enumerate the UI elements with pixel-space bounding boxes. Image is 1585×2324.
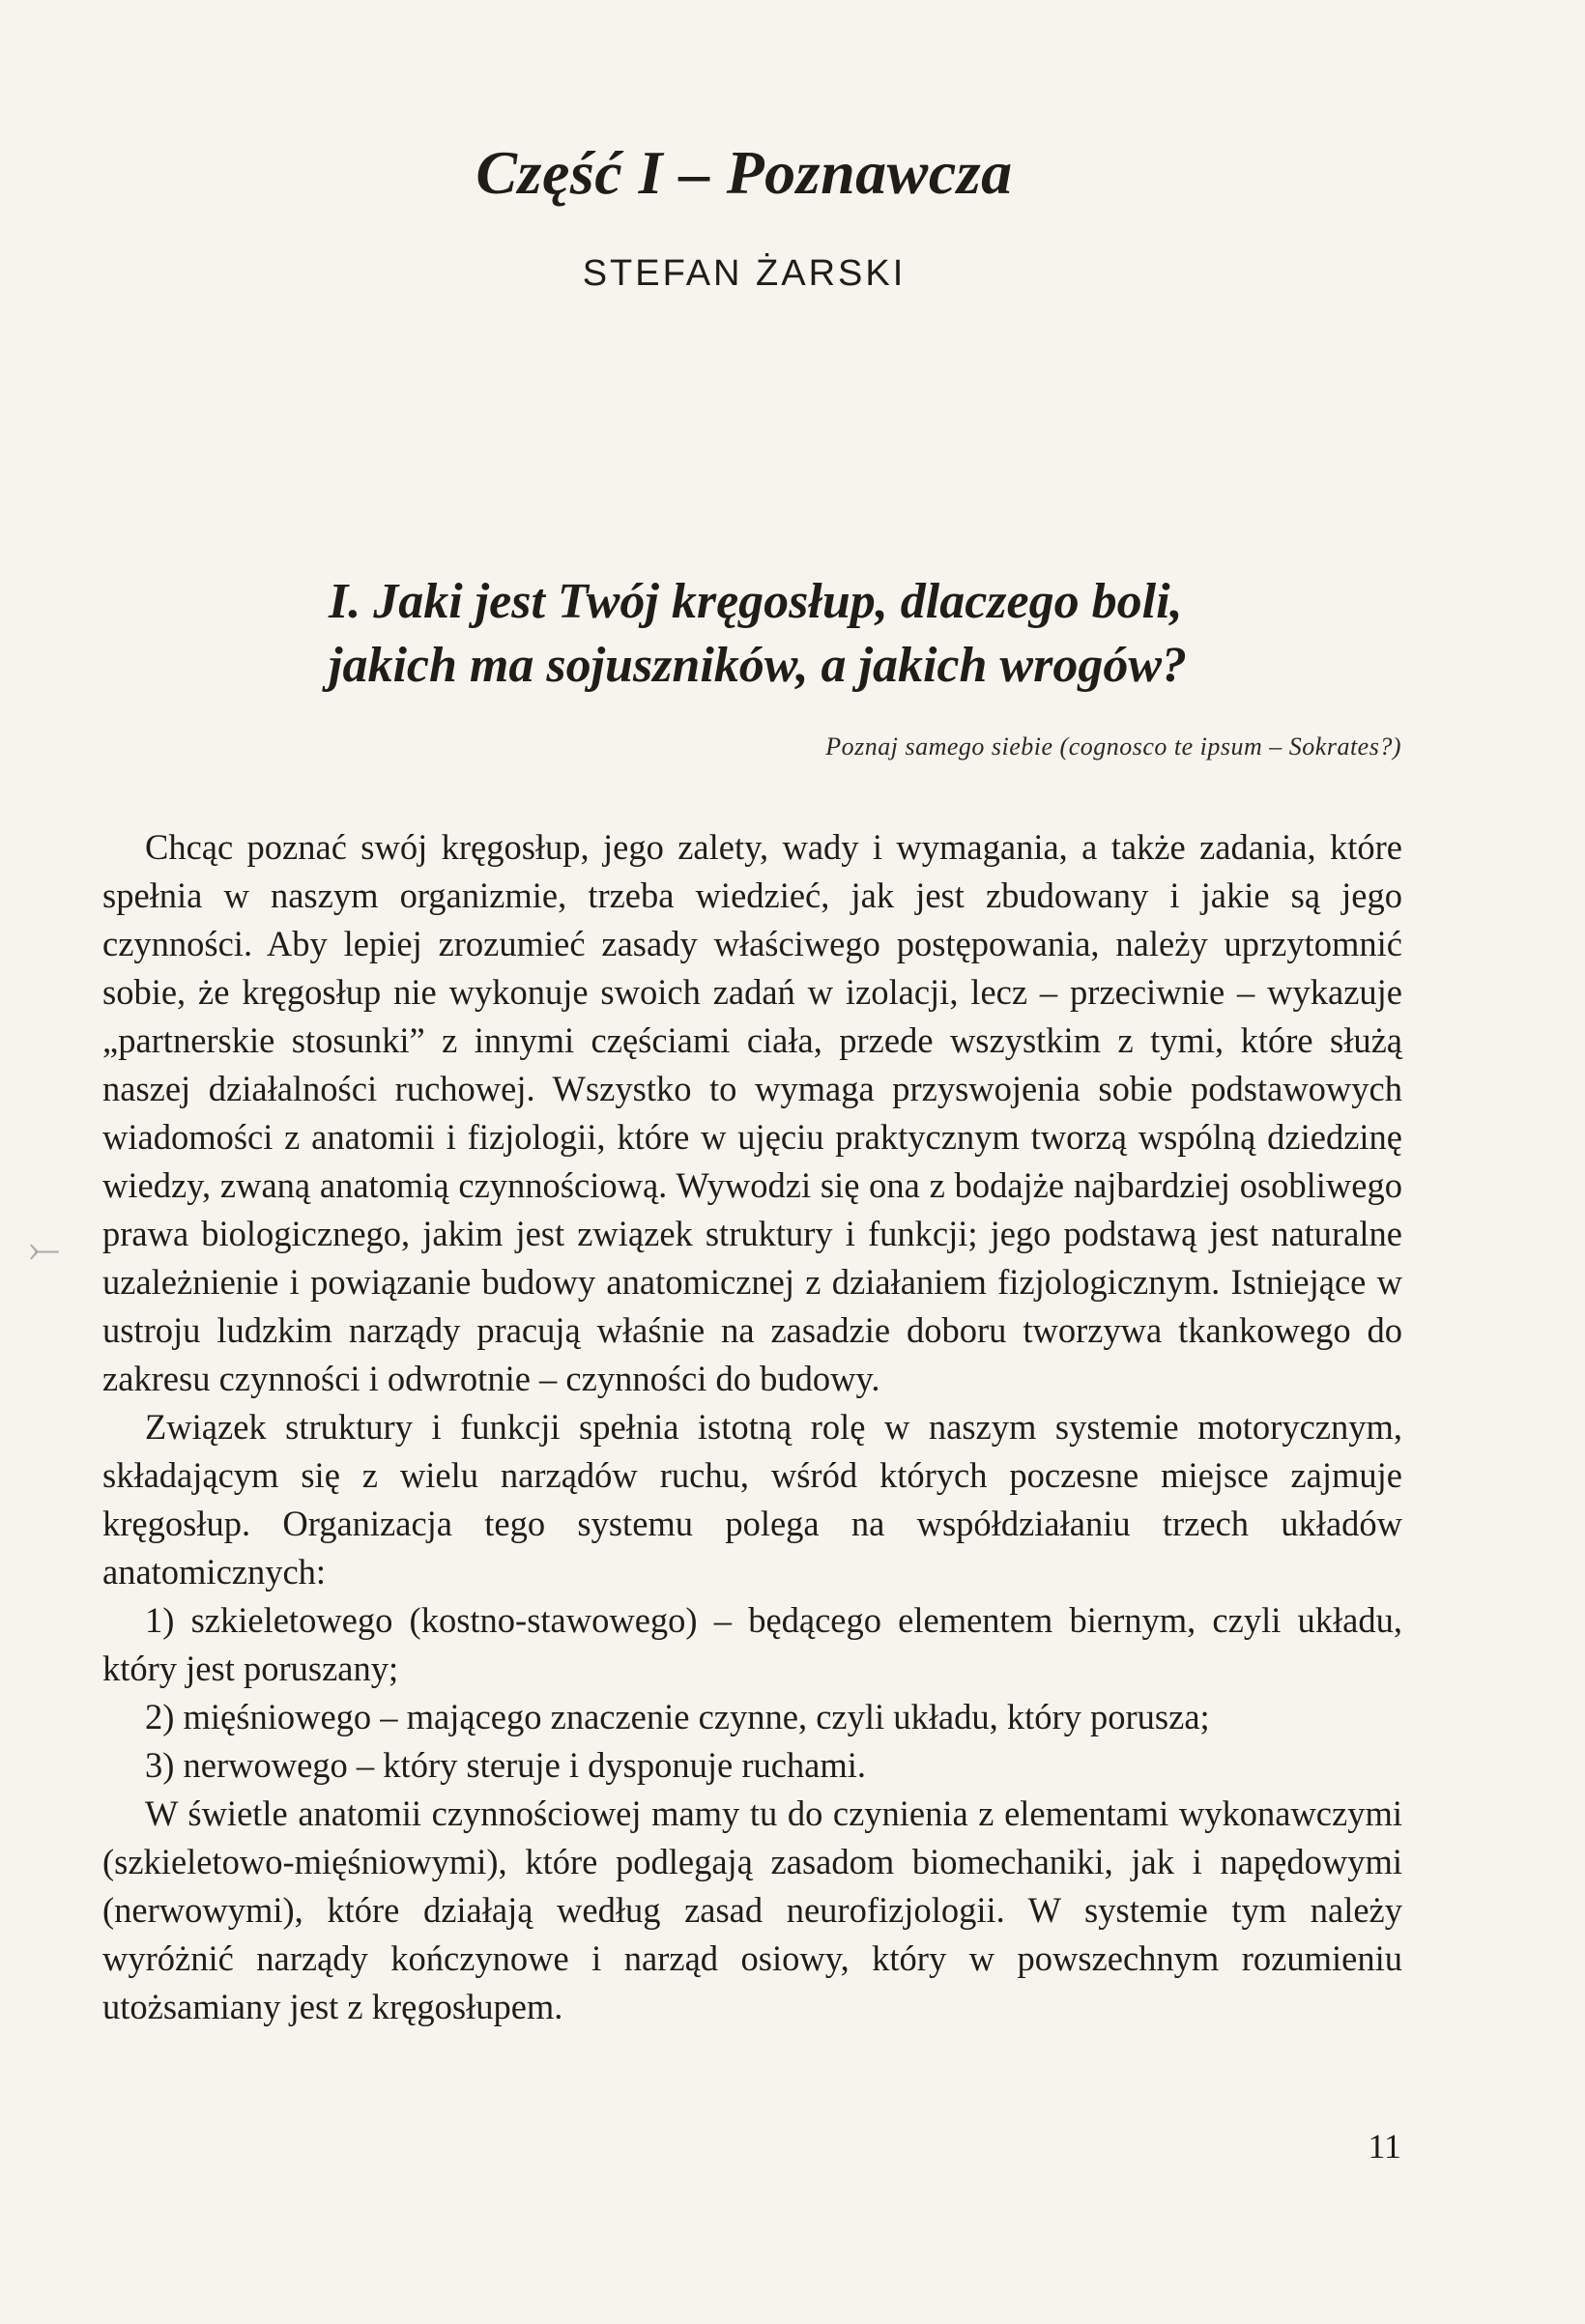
list-item-1: 1) szkieletowego (kostno-stawowego) – będącego elementem biernym, czyli układu, który jest poruszany; [102, 1600, 1402, 1688]
paragraph-3: W świetle anatomii czynnościowej mamy tu do czynienia z elementami wykonawczymi (szkieletowo-mięśniowymi), które podlegają zasadom biomechaniki, jak i napędowymi (nerwowymi), które działają według zasad neurofizjologii. W systemie tym należy wyróżnić narządy kończynowe i narząd osiowy, który w powszechnym rozumieniu utożsamiany jest z kręgosłupem. [102, 1793, 1402, 2026]
paragraph-2: Związek struktury i funkcji spełnia istotną rolę w naszym systemie motorycznym, składającym się z wielu narządów ruchu, wśród których poczesne miejsce zajmuje kręgosłup. Organizacja tego systemu polega na współdziałaniu trzech układów anatomicznych: [102, 1407, 1402, 1592]
epigraph: Poznaj samego siebie (cognosco te ipsum – Sokrates?) [825, 732, 1401, 760]
chapter-title-line-2: jakich ma sojuszników, a jakich wrogów? [329, 638, 1188, 693]
part-title: Część I – Poznawcza [476, 138, 1013, 207]
author-name: STEFAN ŻARSKI [582, 253, 907, 294]
page-number: 11 [1368, 2127, 1401, 2166]
list-item-3: 3) nerwowego – który steruje i dysponuje ruchami. [145, 1745, 867, 1785]
chapter-title-line-1: I. Jaki jest Twój kręgosłup, dlaczego boli, [329, 574, 1183, 629]
paragraph-1: Chcąc poznać swój kręgosłup, jego zalety, wady i wymagania, a także zadania, które spełnia w naszym organizmie, trzeba wiedzieć, jak jest zbudowany i jakie są jego czynności. Aby lepiej zrozumieć zasady właściwego postępowania, należy uprzytomnić sobie, że kręgosłup nie wykonuje swoich zadań w izolacji, lecz – przeciwnie – wykazuje „partnerskie stosunki” z innymi częściami ciała, przede wszystkim z tymi, które służą naszej działalności ruchowej. Wszystko to wymaga przyswojenia sobie podstawowych wiadomości z anatomii i fizjologii, które w ujęciu praktycznym tworzą wspólną dziedzinę wiedzy, zwaną anatomią czynnościową. Wywodzi się ona z bodajże najbardziej osobliwego prawa biologicznego, jakim jest związek struktury i funkcji; jego podstawą jest naturalne uzależnienie i powiązanie budowy anatomicznej z działaniem fizjologicznym. Istniejące w ustroju ludzkim narządy pracują właśnie na zasadzie doboru tworzywa tkankowego do zakresu czynności i odwrotnie – czynności do budowy. [102, 827, 1402, 1398]
body-text [102, 823, 1402, 2031]
margin-mark: ⤚ [29, 1227, 60, 1272]
chapter-title [329, 570, 1295, 698]
list-item-2: 2) mięśniowego – mającego znaczenie czynne, czyli układu, który porusza; [145, 1697, 1210, 1736]
